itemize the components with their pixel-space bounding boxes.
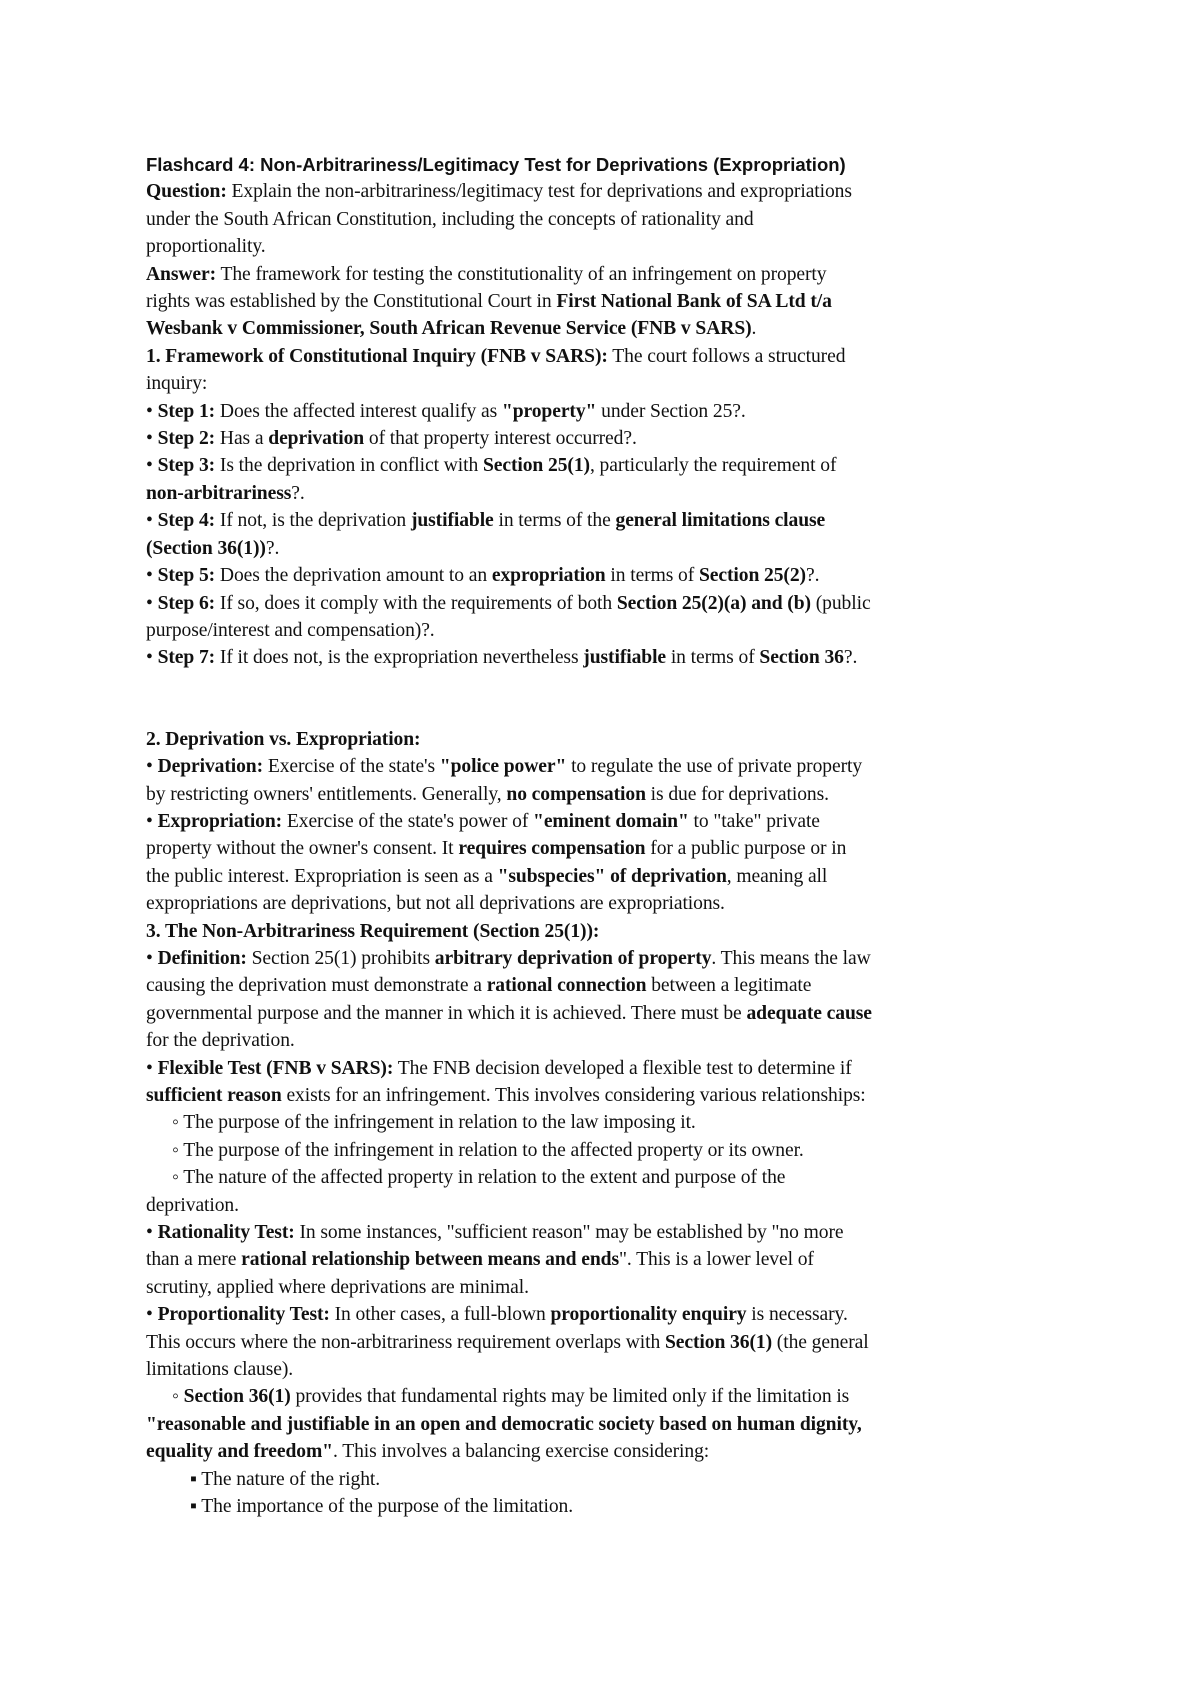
body-text: provides that fundamental rights may be limited only if the limitation is: [290, 1386, 850, 1408]
step-label: Step 2:: [157, 428, 216, 450]
answer-line: [146, 261, 1066, 288]
step-item: [146, 590, 1066, 617]
step-text: in terms of: [605, 565, 699, 587]
bullet: •: [146, 428, 158, 450]
key-term: adequate cause: [746, 1002, 872, 1024]
key-term: (Section 36(1)): [146, 537, 266, 559]
sub-bullet-item-continued: deprivation.: [146, 1194, 239, 1216]
quoted-clause: equality and freedom": [146, 1441, 333, 1463]
key-term: Section 36(1): [665, 1331, 772, 1353]
body-text: In some instances, "sufficient reason" may be established by "no more: [294, 1222, 844, 1244]
step-item: [146, 398, 1066, 425]
term-label: Rationality Test:: [157, 1222, 295, 1244]
step-item: [146, 644, 1066, 671]
key-term: no compensation: [506, 783, 646, 805]
key-term: general limitations clause: [615, 510, 826, 532]
answer-line: [146, 288, 1066, 315]
section-heading: 2. Deprivation vs. Expropriation:: [146, 728, 421, 750]
step-item-continued: purpose/interest and compensation)?.: [146, 619, 435, 641]
step-text: If it does not, is the expropriation nevertheless: [215, 647, 584, 669]
key-term: rational connection: [486, 975, 647, 997]
body-text: between a legitimate: [646, 975, 812, 997]
body-text: to regulate the use of private property: [566, 756, 863, 778]
definition-item-continued: scrutiny, applied where deprivations are minimal.: [146, 1276, 529, 1298]
step-text: ?.: [805, 565, 820, 587]
definition-item: [146, 1301, 1066, 1328]
quoted-clause: "reasonable and justifiable in an open and democratic society based on human dignity,: [146, 1413, 862, 1435]
term-label: Proportionality Test:: [157, 1304, 330, 1326]
definition-item: [146, 1055, 1066, 1082]
definition-item-continued: [146, 972, 1066, 999]
definition-item-continued: for the deprivation.: [146, 1030, 295, 1052]
sub-bullet-item: ◦ The purpose of the infringement in relation to the affected property or its owner.: [172, 1139, 804, 1161]
body-text: than a mere: [146, 1249, 242, 1271]
square-bullet-item: ▪ The importance of the purpose of the limitation.: [190, 1496, 574, 1518]
key-term: "subspecies" of deprivation: [497, 865, 727, 887]
key-term: Section 36(1): [183, 1386, 291, 1408]
body-text: Exercise of the state's power of: [282, 810, 534, 832]
key-term: expropriation: [491, 565, 606, 587]
step-item-continued: [146, 535, 1066, 562]
key-term: requires compensation: [458, 838, 646, 860]
bullet: •: [146, 947, 158, 969]
section-3-heading: [146, 918, 1066, 945]
key-term: "property": [501, 400, 597, 422]
key-term: "eminent domain": [533, 810, 689, 832]
step-label: Step 6:: [157, 592, 216, 614]
question-line: proportionality.: [146, 236, 266, 258]
flashcard-title: Flashcard 4: Non-Arbitrariness/Legitimacy Test for Deprivations (Expropriation): [146, 154, 846, 175]
step-item: [146, 562, 1066, 589]
definition-item-continued: limitations clause).: [146, 1359, 294, 1381]
bullet: •: [146, 756, 158, 778]
question-line: [146, 178, 1066, 205]
definition-item-continued: [146, 835, 1066, 862]
body-text: causing the deprivation must demonstrate a: [146, 975, 487, 997]
answer-line: [146, 315, 1066, 342]
step-text: Is the deprivation in conflict with: [215, 455, 483, 477]
body-text: property without the owner's consent. It: [146, 838, 459, 860]
answer-text: .: [751, 318, 757, 340]
definition-item-continued: expropriations are deprivations, but not all deprivations are expropriations.: [146, 893, 725, 915]
key-term: "police power": [439, 756, 567, 778]
term-label: Expropriation:: [157, 810, 283, 832]
body-text: In other cases, a full-blown: [329, 1304, 551, 1326]
key-term: arbitrary deprivation of property: [434, 947, 712, 969]
step-text: ?.: [265, 537, 280, 559]
step-text: If not, is the deprivation: [215, 510, 411, 532]
section-text: The court follows a structured: [607, 345, 846, 367]
sub-bullet: ◦: [172, 1386, 184, 1408]
step-text: in terms of: [666, 647, 760, 669]
key-term: justifiable: [410, 510, 494, 532]
body-text: . This means the law: [711, 947, 871, 969]
body-text: The FNB decision developed a flexible test to determine if: [393, 1057, 852, 1079]
definition-item-continued: [146, 1082, 1066, 1109]
step-label: Step 3:: [157, 455, 216, 477]
section-heading: 3. The Non-Arbitrariness Requirement (Section 25(1)):: [146, 920, 600, 942]
step-text: Does the affected interest qualify as: [215, 400, 502, 422]
answer-text: rights was established by the Constitutional Court in: [146, 291, 557, 313]
question-line: under the South African Constitution, including the concepts of rationality and: [146, 208, 754, 230]
definition-item-continued: [146, 1246, 1066, 1273]
body-text: exists for an infringement. This involves considering various relationships:: [281, 1085, 866, 1106]
key-term: Section 25(2): [698, 565, 806, 587]
body-text: by restricting owners' entitlements. Generally,: [146, 783, 507, 805]
bullet: •: [146, 510, 158, 532]
square-bullet-item: ▪ The nature of the right.: [190, 1468, 381, 1490]
body-text: is due for deprivations.: [645, 783, 829, 805]
question-label: Question:: [146, 181, 227, 203]
step-text: ?.: [843, 647, 858, 669]
definition-item: [146, 1219, 1066, 1246]
step-item: [146, 507, 1066, 534]
step-text: ?.: [291, 482, 305, 504]
body-text: the public interest. Expropriation is seen as a: [146, 865, 498, 887]
section-1-heading: [146, 343, 1066, 370]
bullet: •: [146, 1304, 158, 1326]
flashcard-content: [146, 151, 1066, 1521]
section-2-heading: [146, 726, 1066, 753]
bullet: •: [146, 400, 158, 422]
body-text: is necessary.: [746, 1304, 848, 1326]
body-text: to "take" private: [688, 810, 820, 832]
bullet: •: [146, 455, 158, 477]
section-text: inquiry:: [146, 373, 208, 395]
body-text: Section 25(1) prohibits: [246, 947, 435, 969]
definition-item-continued: [146, 863, 1066, 890]
answer-text: The framework for testing the constitutionality of an infringement on property: [216, 263, 827, 285]
body-text: , meaning all: [726, 865, 828, 887]
case-name: First National Bank of SA Ltd t/a: [556, 291, 832, 313]
key-term: justifiable: [583, 647, 667, 669]
definition-item-continued: [146, 781, 1066, 808]
step-item-continued: [146, 480, 1066, 507]
definition-item: [146, 945, 1066, 972]
bullet: •: [146, 1057, 158, 1079]
step-text: , particularly the requirement of: [589, 455, 837, 477]
key-term: Section 25(1): [482, 455, 590, 477]
body-text: governmental purpose and the manner in which it is achieved. There must be: [146, 1002, 747, 1024]
sub-bullet-item: [146, 1383, 1066, 1410]
sub-bullet-item-continued: [146, 1411, 1066, 1438]
sub-bullet-item-continued: [146, 1438, 1066, 1465]
key-term: deprivation: [268, 428, 365, 450]
bullet: •: [146, 810, 158, 832]
question-text: Explain the non-arbitrariness/legitimacy test for deprivations and expropriations: [226, 181, 852, 203]
bullet: •: [146, 647, 158, 669]
key-term: Section 25(2)(a) and (b): [616, 592, 811, 614]
case-name: Wesbank v Commissioner, South African Revenue Service (FNB v SARS): [146, 318, 752, 340]
body-text: Exercise of the state's: [263, 756, 440, 778]
body-text: ". This is a lower level of: [619, 1249, 814, 1271]
body-text: . This involves a balancing exercise considering:: [332, 1441, 710, 1463]
key-term: sufficient reason: [146, 1085, 282, 1106]
body-text: for a public purpose or in: [645, 838, 847, 860]
step-label: Step 5:: [157, 565, 216, 587]
step-text: in terms of the: [493, 510, 616, 532]
bullet: •: [146, 592, 158, 614]
key-term: rational relationship between means and ends: [241, 1249, 619, 1271]
step-text: Has a: [215, 428, 269, 450]
body-text: (the general: [772, 1331, 869, 1353]
step-text: of that property interest occurred?.: [364, 428, 637, 450]
definition-item-continued: [146, 1000, 1066, 1027]
definition-item-continued: [146, 1329, 1066, 1356]
definition-item: [146, 753, 1066, 780]
key-term: non-arbitrariness: [146, 482, 292, 504]
step-item: [146, 452, 1066, 479]
step-label: Step 4:: [157, 510, 216, 532]
section-spacer: [146, 672, 1066, 726]
sub-bullet-item: ◦ The nature of the affected property in relation to the extent and purpose of the: [172, 1167, 786, 1189]
step-text: If so, does it comply with the requirements of both: [215, 592, 617, 614]
key-term: Section 36: [759, 647, 844, 669]
term-label: Deprivation:: [157, 756, 264, 778]
step-text: Does the deprivation amount to an: [215, 565, 492, 587]
step-label: Step 1:: [157, 400, 216, 422]
sub-bullet-item: ◦ The purpose of the infringement in relation to the law imposing it.: [172, 1112, 696, 1134]
answer-label: Answer:: [146, 263, 217, 285]
section-heading: 1. Framework of Constitutional Inquiry (FNB v SARS):: [146, 345, 608, 367]
step-text: under Section 25?.: [596, 400, 746, 422]
term-label: Definition:: [157, 947, 247, 969]
definition-item: [146, 808, 1066, 835]
step-label: Step 7:: [157, 647, 216, 669]
step-text: (public: [810, 592, 871, 614]
body-text: This occurs where the non-arbitrariness requirement overlaps with: [146, 1331, 665, 1353]
term-label: Flexible Test (FNB v SARS):: [157, 1057, 394, 1079]
bullet: •: [146, 565, 158, 587]
step-item: [146, 425, 1066, 452]
key-term: proportionality enquiry: [550, 1304, 747, 1326]
bullet: •: [146, 1222, 158, 1244]
